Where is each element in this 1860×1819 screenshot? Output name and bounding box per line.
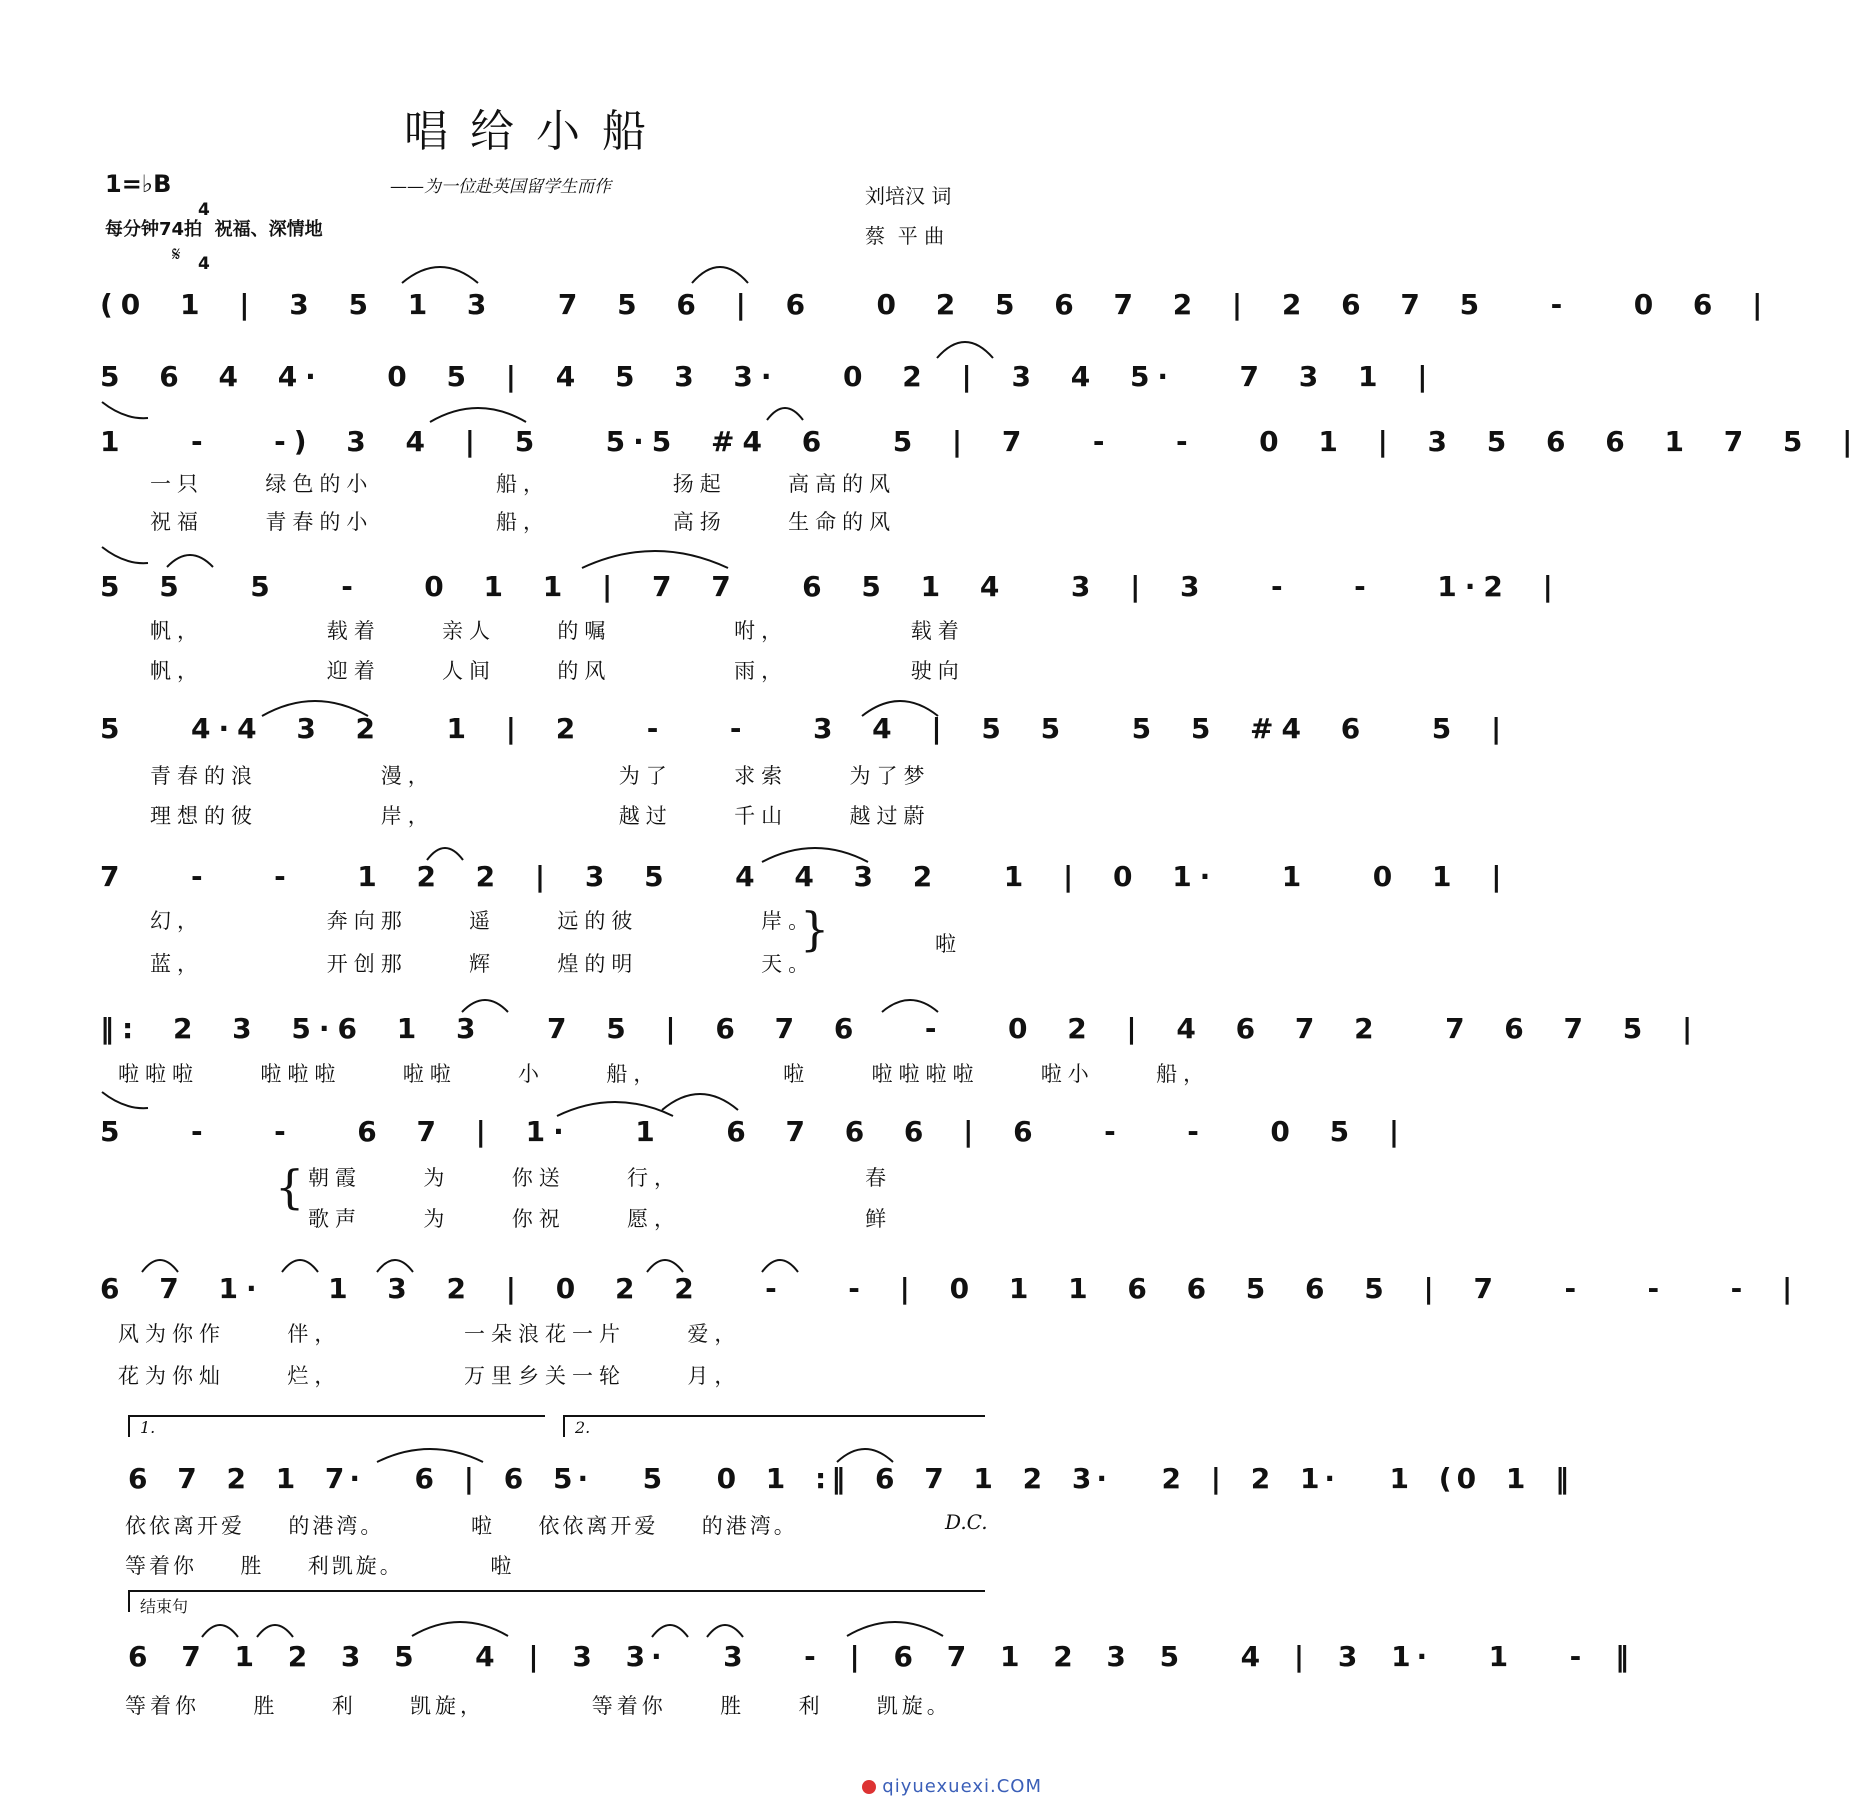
slur xyxy=(935,330,995,360)
time-top: 4 xyxy=(198,200,210,220)
slur xyxy=(845,1612,945,1638)
segno-sign: 𝄋 xyxy=(172,242,181,266)
lyric-line-5-verse-1: 青春的浪 漫， 为了 求索 为了梦 xyxy=(150,764,931,788)
lyric-line-8-verse-1: 朝霞 为 你送 行， 春 xyxy=(308,1166,893,1190)
slur xyxy=(165,545,215,569)
notation-line-3: 1 - -) 3 4 | 5 5·5 #4 6 5 | 7 - - 0 1 | 3 5 6 6 1 7 5 | xyxy=(100,425,1860,458)
lyric-line-10-verse-1: 依依离开爱 的港湾。 啦 依依离开爱 的港湾。 xyxy=(125,1514,798,1538)
lyric-line-8-verse-2: 歌声 为 你祝 愿， 鲜 xyxy=(308,1207,893,1231)
slur xyxy=(425,838,465,862)
lyric-line-6-verse-1: 幻， 奔向那 遥 远的彼 岸。 xyxy=(150,909,816,933)
slur xyxy=(645,1250,685,1274)
watermark-text: qiyuexuexi.COM xyxy=(882,1776,1042,1797)
slur xyxy=(580,540,730,570)
lyric-line-3-verse-2: 祝福 青春的小 船， 高扬 生命的风 xyxy=(150,510,897,534)
lyric-line-9-verse-1: 风为你作 伴， 一朵浪花一片 爱， xyxy=(118,1322,742,1346)
logo-icon xyxy=(862,1780,876,1794)
slur xyxy=(660,1082,740,1112)
lyricist-credit: 刘培汉 词 xyxy=(865,184,952,208)
lyric-line-6-side: 啦 xyxy=(935,932,962,956)
slur xyxy=(255,1615,295,1639)
song-subtitle: ——为一位赴英国留学生而作 xyxy=(390,177,611,197)
lyric-line-10-verse-2: 等着你 胜 利凯旋。 啦 xyxy=(125,1554,515,1578)
notation-line-6: 7 - - 1 2 2 | 3 5 4 4 3 2 1 | 0 1· 1 0 1 | xyxy=(100,860,1510,893)
slur xyxy=(410,1612,510,1638)
notation-line-9: 6 7 1· 1 3 2 | 0 2 2 - - | 0 1 1 6 6 5 6 5 | 7 - - - | xyxy=(100,1272,1801,1305)
key-signature: 1=♭B xyxy=(105,170,172,198)
tempo-marking: 每分钟74拍 祝福、深情地 xyxy=(105,219,323,240)
notation-line-2: 5 6 4 4· 0 5 | 4 5 3 3· 0 2 | 3 4 5· 7 3 1 | xyxy=(100,360,1436,393)
notation-line-4: 5 5 5 - 0 1 1 | 7 7 6 5 1 4 3 | 3 - - 1·2 | xyxy=(100,570,1561,603)
slur xyxy=(100,545,150,565)
coda-bracket xyxy=(128,1590,985,1612)
slur xyxy=(100,400,150,420)
site-watermark xyxy=(862,1776,1042,1797)
notation-line-8: 5 - - 6 7 | 1· 1 6 7 6 6 | 6 - - 0 5 | xyxy=(100,1115,1408,1148)
coda-label: 结束句 xyxy=(140,1597,189,1616)
verse-brace: { xyxy=(275,1160,305,1214)
composer-credit: 蔡 平 曲 xyxy=(865,224,945,248)
lyric-line-7: 啦啦啦 啦啦啦 啦啦 小 船， 啦 啦啦啦啦 啦小 船， xyxy=(118,1062,1211,1086)
lyric-line-9-verse-2: 花为你灿 烂， 万里乡关一轮 月， xyxy=(118,1364,742,1388)
notation-line-10: 6 7 2 1 7· 6 | 6 5· 5 0 1 :‖ 6 7 1 2 3· 2 | 2 1· 1 (0 1 ‖ xyxy=(128,1462,1575,1495)
notation-line-7: ‖: 2 3 5·6 1 3 7 5 | 6 7 6 - 0 2 | 4 6 7 2 7 6 7 5 | xyxy=(100,1012,1701,1045)
notation-line-1: (0 1 | 3 5 1 3 7 5 6 | 6 0 2 5 6 7 2 | 2 6 7 5 - 0 6 | xyxy=(100,288,1771,321)
slur xyxy=(760,1250,800,1274)
time-bottom: 4 xyxy=(198,254,210,274)
slur xyxy=(400,255,480,285)
slur xyxy=(765,398,805,422)
lyric-line-11: 等着你 胜 利 凯旋， 等着你 胜 利 凯旋。 xyxy=(125,1694,952,1718)
slur xyxy=(375,1440,485,1464)
slur xyxy=(375,1250,415,1274)
slur xyxy=(650,1615,690,1639)
volta-bracket-1 xyxy=(128,1415,545,1437)
slur xyxy=(200,1615,240,1639)
lyric-line-5-verse-2: 理想的彼 岸， 越过 千山 越过蔚 xyxy=(150,804,931,828)
lyric-line-3-verse-1: 一只 绿色的小 船， 扬起 高高的风 xyxy=(150,472,897,496)
verse-brace: } xyxy=(800,902,830,956)
slur xyxy=(705,1615,745,1639)
slur xyxy=(880,990,940,1014)
volta-bracket-2 xyxy=(563,1415,985,1437)
volta-2-label: 2. xyxy=(575,1418,591,1437)
notation-line-11: 6 7 1 2 3 5 4 | 3 3· 3 - | 6 7 1 2 3 5 4 | 3 1· 1 - ‖ xyxy=(128,1640,1636,1673)
lyric-line-6-verse-2: 蓝， 开创那 辉 煌的明 天。 xyxy=(150,952,816,976)
slur xyxy=(280,1250,320,1274)
song-title: 唱给小船 xyxy=(404,106,668,157)
lyric-line-4-verse-1: 帆， 载着 亲人 的嘱 咐， 载着 xyxy=(150,619,965,643)
slur xyxy=(428,398,528,424)
volta-1-label: 1. xyxy=(140,1418,156,1437)
slur xyxy=(690,255,750,285)
slur xyxy=(140,1250,180,1274)
notation-line-5: 5 4·4 3 2 1 | 2 - - 3 4 | 5 5 5 5 #4 6 5 | xyxy=(100,712,1510,745)
slur xyxy=(460,990,510,1014)
slur xyxy=(835,1440,895,1464)
lyric-line-4-verse-2: 帆， 迎着 人间 的风 雨， 驶向 xyxy=(150,659,965,683)
da-capo-marking: D.C. xyxy=(945,1510,988,1534)
slur xyxy=(100,1090,150,1110)
